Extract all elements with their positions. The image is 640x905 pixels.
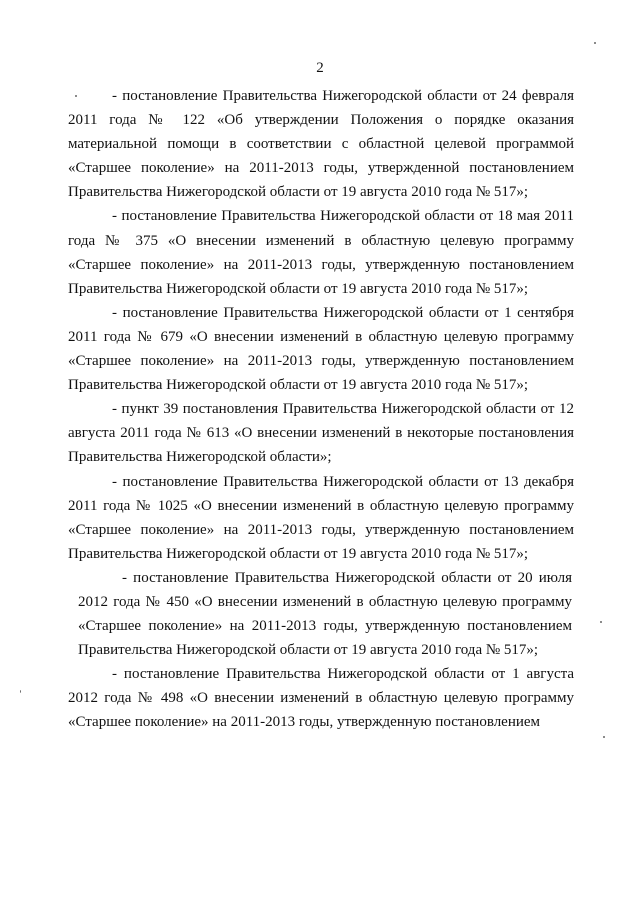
scan-speck [600,621,602,623]
scan-speck [75,95,77,97]
paragraph-1: - постановление Правительства Нижегородской области от 24 февраля 2011 года № 122 «Об утверждении Положения о порядке оказания материальной помощи в соответствии с областной целевой программой «Старшее поколение» на 2011-2013 годы, утвержденной постановлением Правительства Нижегородской области от 19 августа 2010 года № 517»; [68,88,574,201]
page-number: 2 [316,60,324,76]
document-body [68,84,574,735]
paragraph-6: - постановление Правительства Нижегородской области от 20 июля 2012 года № 450 «О внесении изменений в областную целевую программу «Старшее поколение» на 2011-2013 годы, утвержденную постановлением Правительства Нижегородской области от 19 августа 2010 года № 517»; [78,569,572,659]
paragraph-5: - постановление Правительства Нижегородской области от 13 декабря 2011 года № 1025 «О внесении изменений в областную целевую программу «Старшее поколение» на 2011-2013 годы, утвержденную постановлением Правительства Нижегородской области от 19 августа 2010 года № 517»; [68,473,574,562]
paragraph-3: - постановление Правительства Нижегородской области от 1 сентября 2011 года № 679 «О внесении изменений в областную целевую программу «Старшее поколение» на 2011-2013 годы, утвержденную постановлением Правительства Нижегородской области от 19 августа 2010 года № 517»; [68,304,574,394]
paragraph-2: - постановление Правительства Нижегородской области от 18 мая 2011 года № 375 «О внесении изменений в областную целевую программу «Старшее поколение» на 2011-2013 годы, утвержденную постановлением Правительства Нижегородской области от 19 августа 2010 года № 517»; [68,208,574,297]
scan-speck [594,42,596,44]
paragraph-7: - постановление Правительства Нижегородской области от 1 августа 2012 года № 498 «О внесении изменений в областную целевую программу «Старшее поколение» на 2011-2013 годы, утвержденную постановлением [68,666,574,731]
paragraph-4: - пункт 39 постановления Правительства Нижегородской области от 12 августа 2011 года № 613 «О внесении изменений в некоторые постановления Правительства Нижегородской области»; [68,401,574,466]
scan-speck [603,736,605,738]
scan-speck [20,690,21,693]
